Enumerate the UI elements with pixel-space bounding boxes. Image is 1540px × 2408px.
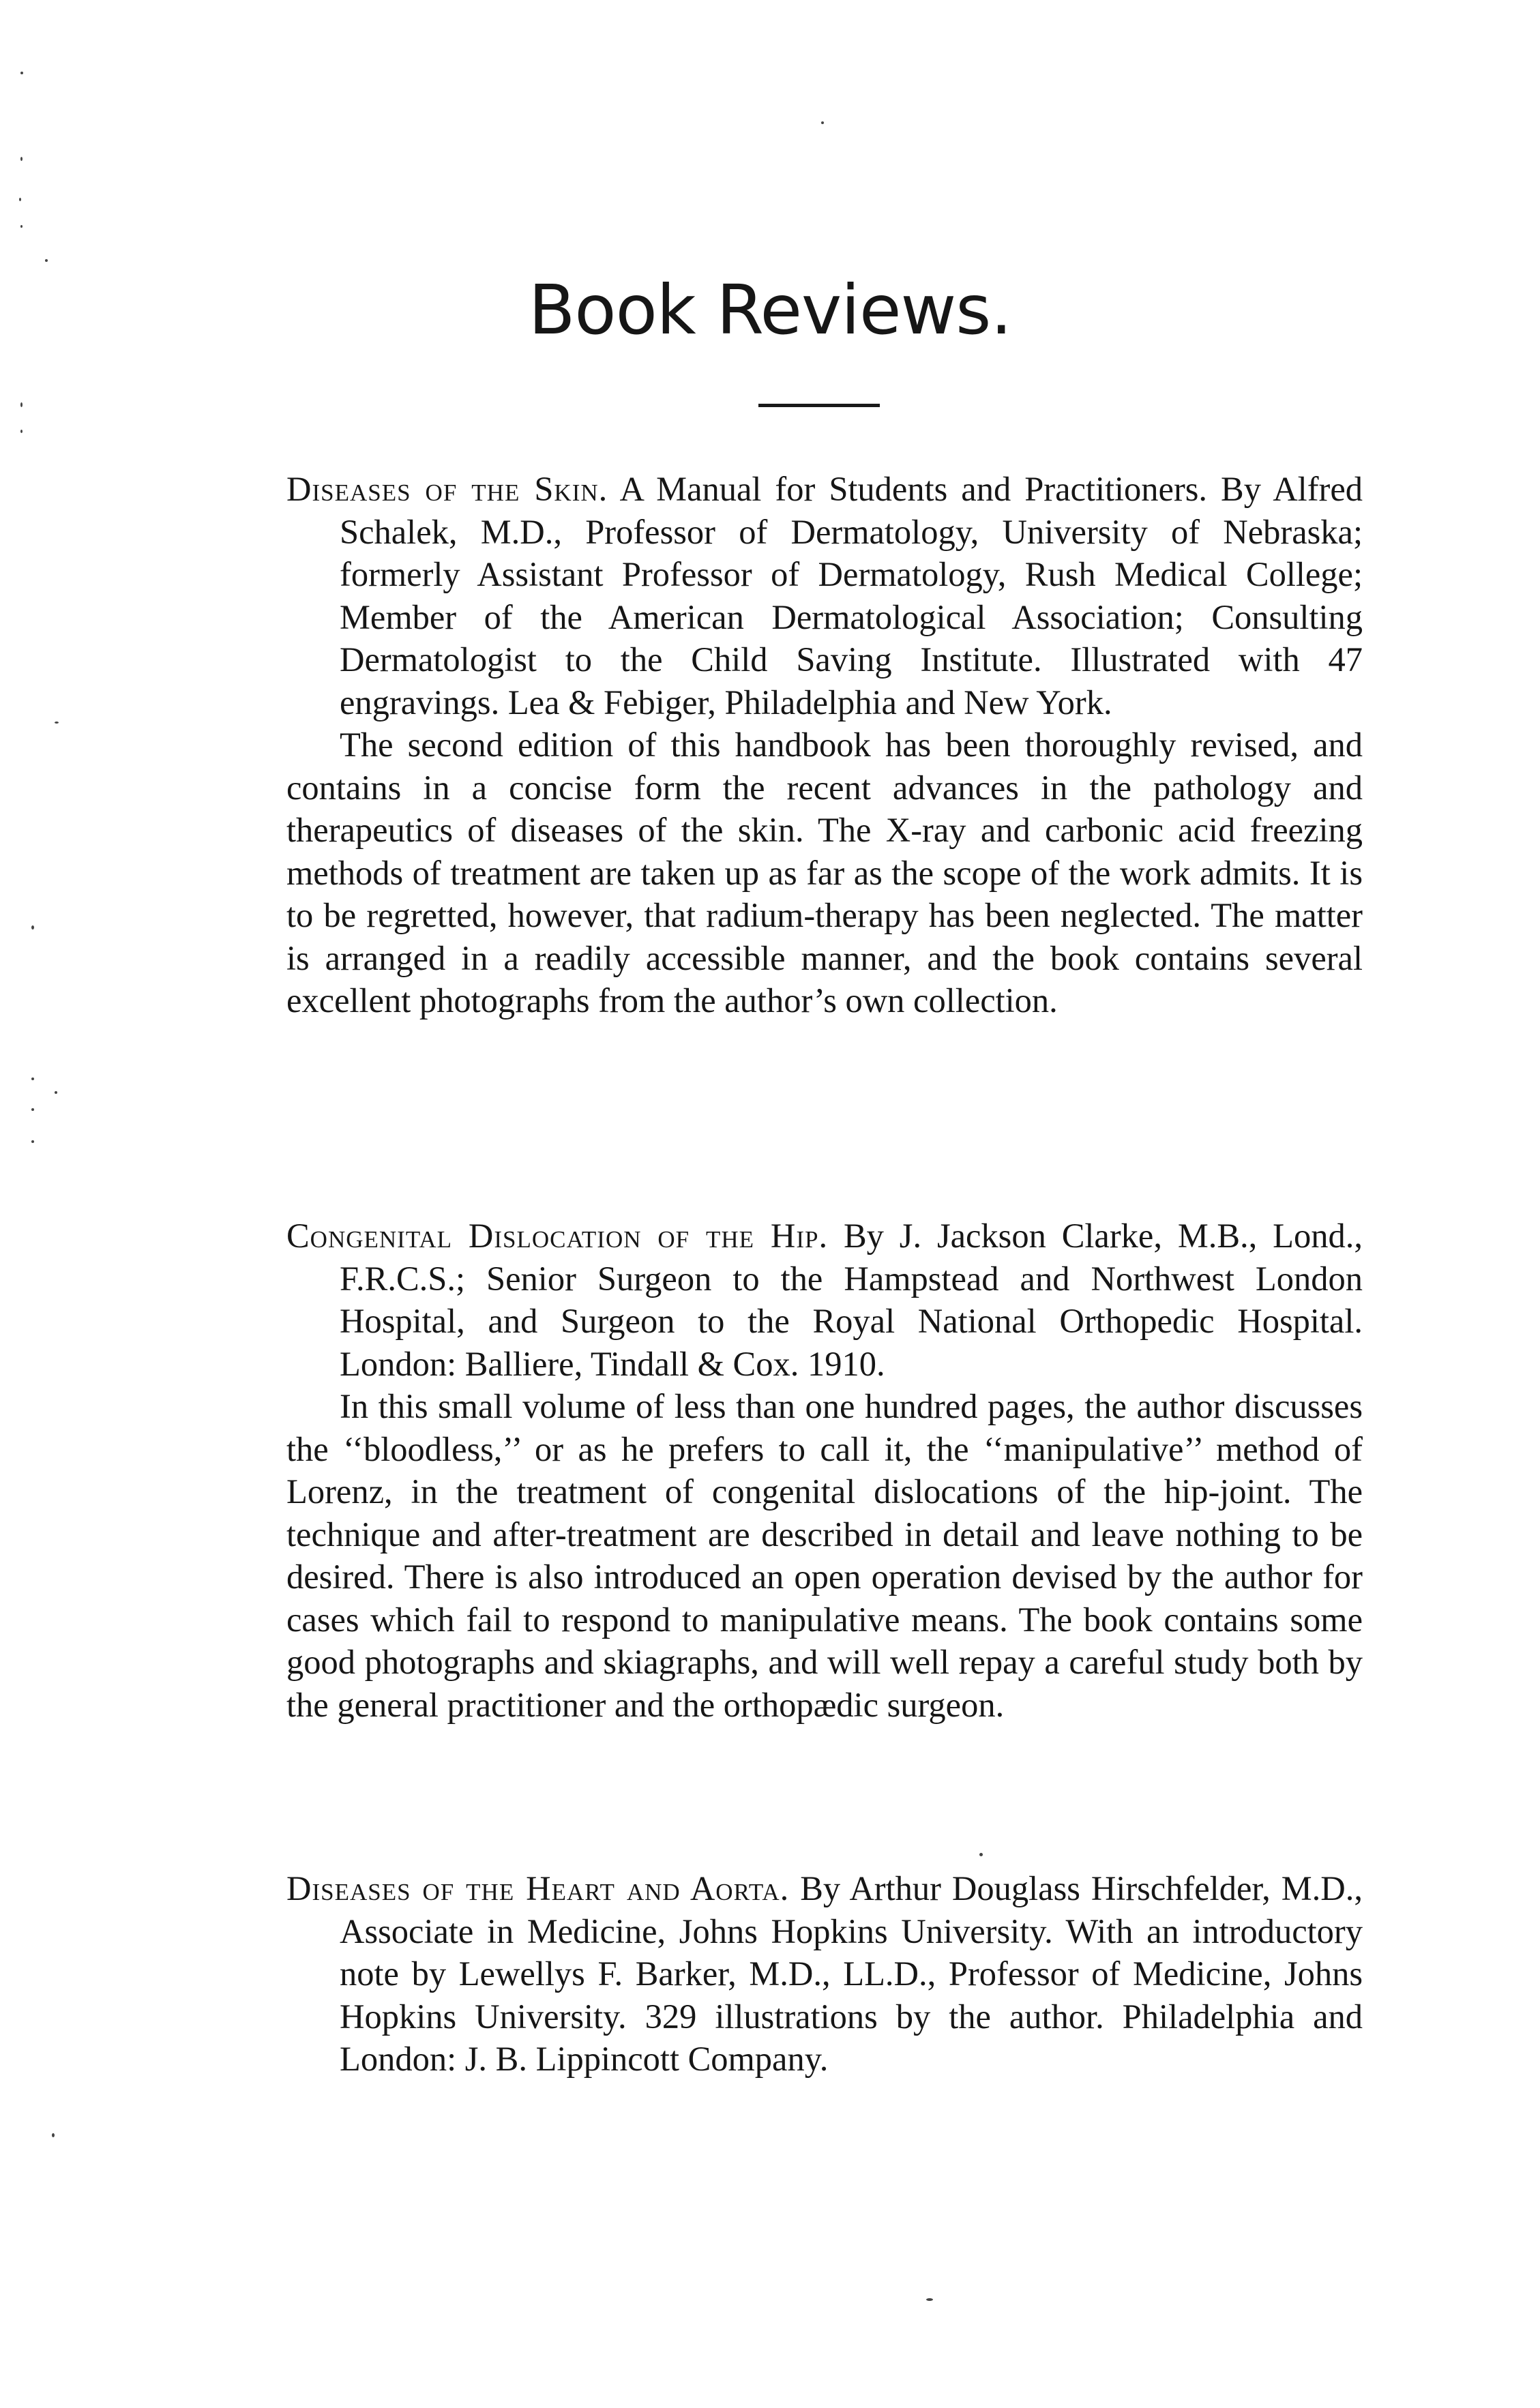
- book-title: Diseases of the Skin.: [286, 470, 608, 508]
- scan-speck: [55, 722, 59, 724]
- scan-speck: [20, 157, 23, 161]
- review-heading: [286, 1867, 1363, 2081]
- scan-speck: [31, 925, 34, 930]
- scan-speck: [19, 198, 21, 201]
- book-title: Diseases of the Heart and Aorta.: [286, 1869, 790, 1907]
- book-details: A Manual for Students and Practitioners. By Alfred Schalek, M.D., Professor of Dermatology, University of Nebraska; formerly Assistant Professor of Dermatology, Rush Medical College; Member of the American Dermatological Association; Consulting Dermatologist to the Child Saving Institute. Illustrated with 47 engravings. Lea & Febiger, Philadelphia and New York.: [340, 470, 1363, 722]
- review-heading: [286, 468, 1363, 724]
- page-title: Book Reviews.: [528, 270, 1012, 350]
- scan-speck: [31, 1108, 34, 1111]
- title-rule: [758, 404, 880, 407]
- scan-speck: [20, 402, 23, 407]
- review-diseases-of-the-skin: [286, 468, 1363, 1022]
- review-diseases-of-the-heart-and-aorta: [286, 1867, 1363, 2081]
- review-heading: [286, 1215, 1363, 1385]
- scan-speck: [821, 121, 824, 124]
- scan-speck: [55, 1091, 57, 1094]
- review-congenital-dislocation-of-the-hip: [286, 1215, 1363, 1726]
- book-details: By Arthur Douglass Hirschfelder, M.D., Associate in Medicine, Johns Hopkins University. With an introductory note by Lewellys F. Barker, M.D., LL.D., Professor of Medicine, Johns Hopkins University. 329 illustrations by the author. Philadelphia and London: J. B. Lippincott Company.: [340, 1869, 1363, 2078]
- review-text: The second edition of this handbook has been thoroughly revised, and contains in a concise form the recent advances in the pathology and therapeutics of diseases of the skin. The X-ray and carbonic acid freezing methods of treatment are taken up as far as the scope of the work admits. It is to be regretted, however, that radium-therapy has been neglected. The matter is arranged in a readily accessible manner, and the book contains several excellent photographs from the author’s own collection.: [286, 726, 1363, 1020]
- scan-speck: [20, 225, 23, 228]
- book-title: Congenital Dislocation of the Hip.: [286, 1217, 829, 1255]
- scan-speck: [20, 72, 23, 74]
- scan-speck: [31, 1140, 34, 1143]
- scan-speck: [926, 2298, 933, 2301]
- scan-speck: [31, 1077, 34, 1080]
- review-text: In this small volume of less than one hundred pages, the author discusses the ‘‘bloodless,’’ or as he prefers to call it, the ‘‘manipulative’’ method of Lorenz, in the treatment of congenital dislocations of the hip-joint. The technique and after-treatment are described in detail and leave nothing to be desired. There is also introduced an open operation devised by the author for cases which fail to respond to manipulative means. The book contains some good photographs and skiagraphs, and will well repay a careful study both by the general practitioner and the orthopædic surgeon.: [286, 1387, 1363, 1724]
- book-details: By J. Jackson Clarke, M.B., Lond., F.R.C.S.; Senior Surgeon to the Hampstead and Northwest London Hospital, and Surgeon to the Royal National Orthopedic Hospital. London: Balliere, Tindall & Cox. 1910.: [340, 1217, 1363, 1383]
- scan-speck: [20, 430, 23, 433]
- scan-speck: [52, 2133, 55, 2137]
- scan-speck: [979, 1853, 983, 1856]
- scan-speck: [45, 259, 48, 262]
